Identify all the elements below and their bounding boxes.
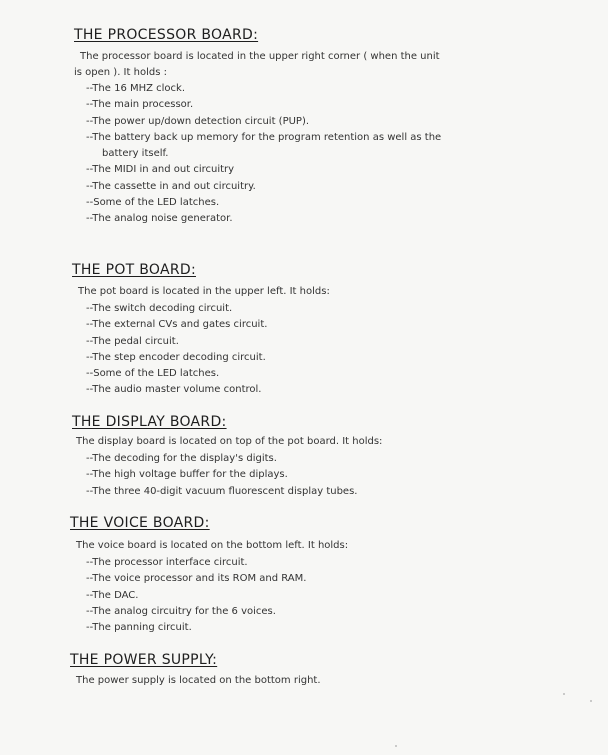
- list-item-continuation: battery itself.: [102, 148, 169, 160]
- section-heading: THE VOICE BOARD:: [70, 515, 210, 531]
- section-intro-line: The pot board is located in the upper left. It holds:: [78, 286, 330, 297]
- scan-speck: [590, 700, 592, 702]
- section-heading: THE POT BOARD:: [72, 262, 196, 278]
- scan-speck: [563, 693, 565, 695]
- section-heading: THE PROCESSOR BOARD:: [74, 27, 259, 43]
- list-item: --The audio master volume control.: [86, 384, 262, 396]
- section-intro-line: The display board is located on top of the pot board. It holds:: [76, 436, 383, 447]
- list-item: [86, 130, 441, 163]
- item-list: [86, 301, 267, 399]
- section-intro-line: The power supply is located on the bottom right.: [76, 675, 321, 686]
- scan-speck: [395, 745, 397, 747]
- section-heading: THE DISPLAY BOARD:: [72, 414, 227, 430]
- list-item: --The step encoder decoding circuit.: [86, 351, 266, 363]
- list-item: --The pedal circuit.: [86, 335, 179, 347]
- section-heading: THE POWER SUPPLY:: [70, 652, 218, 668]
- list-item: --The external CVs and gates circuit.: [86, 319, 268, 331]
- list-item: --Some of the LED latches.: [86, 197, 220, 209]
- list-item: --The 16 MHZ clock.: [86, 83, 186, 94]
- list-item: --The decoding for the display's digits.: [86, 453, 277, 464]
- list-item: --Some of the LED latches.: [86, 368, 220, 380]
- list-item-text: --The battery back up memory for the program retention as well as the: [86, 131, 442, 143]
- section-intro-line: The voice board is located on the bottom left. It holds:: [76, 540, 349, 551]
- list-item: --The MIDI in and out circuitry: [86, 164, 235, 176]
- item-list: [86, 81, 441, 228]
- list-item: --The analog circuitry for the 6 voices.: [86, 605, 276, 617]
- list-item: --The switch decoding circuit.: [86, 303, 233, 314]
- list-item: --The cassette in and out circuitry.: [86, 180, 256, 192]
- list-item: --The voice processor and its ROM and RAM.: [86, 573, 307, 585]
- list-item: --The power up/down detection circuit (PUP).: [86, 115, 310, 127]
- list-item: --The main processor.: [86, 99, 194, 111]
- item-list: [86, 451, 357, 500]
- list-item: --The three 40-digit vacuum fluorescent display tubes.: [86, 485, 358, 497]
- list-item: --The panning circuit.: [86, 622, 192, 634]
- item-list: [86, 555, 306, 636]
- section-intro-line: The processor board is located in the upper right corner ( when the unit: [80, 51, 440, 62]
- list-item: --The DAC.: [86, 589, 139, 601]
- list-item: --The high voltage buffer for the diplays.: [86, 469, 288, 481]
- section-intro-line: is open ). It holds :: [74, 67, 167, 78]
- list-item: --The analog noise generator.: [86, 213, 233, 225]
- list-item: --The processor interface circuit.: [86, 557, 248, 568]
